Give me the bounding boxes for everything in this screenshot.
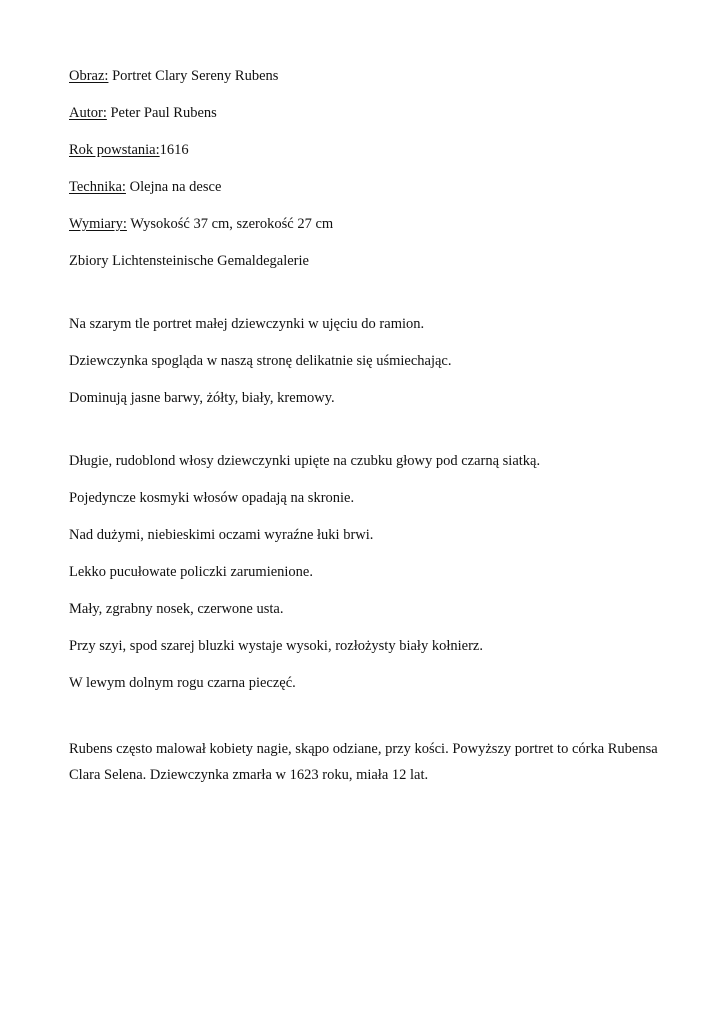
detail-line: Przy szyi, spod szarej bluzki wystaje wysoki, rozłożysty biały kołnierz. — [69, 638, 483, 654]
detail-line: Mały, zgrabny nosek, czerwone usta. — [69, 601, 284, 617]
dimensions-line — [69, 214, 659, 234]
author-line — [69, 103, 659, 123]
description-line: Dominują jasne barwy, żółty, biały, kremowy. — [69, 390, 335, 406]
detail-line: W lewym dolnym rogu czarna pieczęć. — [69, 675, 296, 691]
detail-line: Lekko pucułowate policzki zarumienione. — [69, 564, 313, 580]
author-label: Autor: — [69, 105, 107, 121]
technique-line — [69, 177, 659, 197]
technique-label: Technika: — [69, 179, 126, 195]
year-line — [69, 140, 659, 160]
title-value: Portret Clary Sereny Rubens — [108, 68, 279, 84]
technique-value: Olejna na desce — [125, 179, 222, 195]
title-line — [69, 66, 659, 86]
detail-line: Pojedyncze kosmyki włosów opadają na skronie. — [69, 490, 355, 506]
document-page — [69, 66, 659, 805]
dimensions-label: Wymiary: — [69, 216, 127, 232]
collection-line: Zbiory Lichtensteinische Gemaldegalerie — [69, 253, 309, 269]
detail-line: Nad dużymi, niebieskimi oczami wyraźne łuki brwi. — [69, 527, 374, 543]
description-line: Na szarym tle portret małej dziewczynki w ujęciu do ramion. — [69, 316, 425, 332]
dimensions-value: Wysokość 37 cm, szerokość 27 cm — [126, 216, 334, 232]
description-line: Dziewczynka spogląda w naszą stronę delikatnie się uśmiechając. — [69, 353, 452, 369]
title-label: Obraz: — [69, 68, 109, 84]
year-value: 1616 — [159, 142, 189, 158]
year-label: Rok powstania: — [69, 142, 160, 158]
author-value: Peter Paul Rubens — [106, 105, 217, 121]
closing-paragraph: Rubens często malował kobiety nagie, skąpo odziane, przy kości. Powyższy portret to córka Rubensa Clara Selena. Dziewczynka zmarła w 1623 roku, miała 12 lat. — [69, 741, 658, 783]
detail-line: Długie, rudoblond włosy dziewczynki upięte na czubku głowy pod czarną siatką. — [69, 453, 541, 469]
